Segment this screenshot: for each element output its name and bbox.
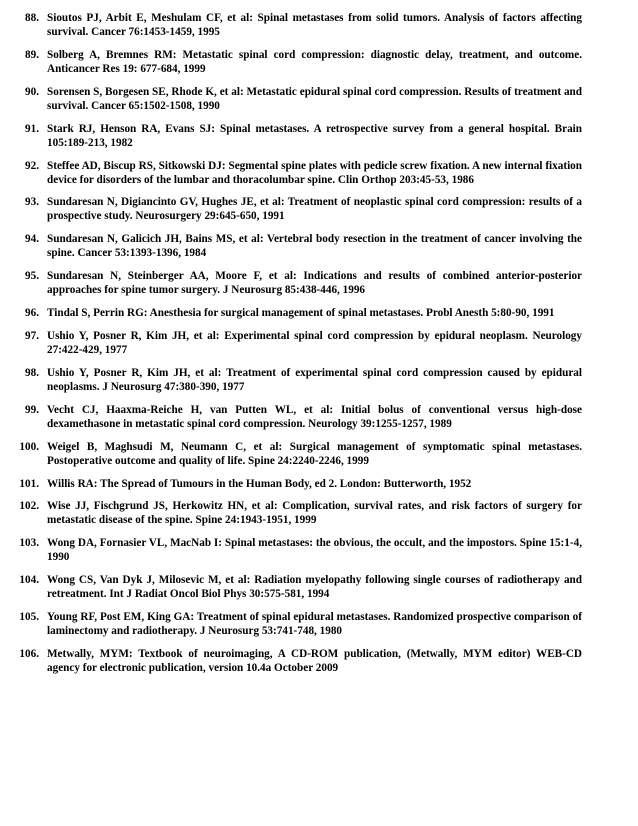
reference-item — [0, 573, 638, 601]
reference-text: Solberg A, Bremnes RM: Metastatic spinal cord compression: diagnostic delay, treatment, and outcome. Anticancer Res 19: 677-684, 1999 — [47, 48, 582, 75]
reference-number: 100. — [19, 440, 39, 453]
reference-number: 92. — [25, 159, 39, 172]
reference-item — [0, 329, 638, 357]
reference-number: 102. — [19, 500, 39, 513]
reference-text: Wong CS, Van Dyk J, Milosevic M, et al: Radiation myelopathy following single courses of radiotherapy and retreatment. Int J Radiat Oncol Biol Phys 30:575-581, 1994 — [47, 574, 582, 601]
reference-item — [0, 159, 638, 187]
reference-number: 106. — [19, 648, 39, 661]
reference-text: Steffee AD, Biscup RS, Sitkowski DJ: Segmental spine plates with pedicle screw fixation. A new internal fixation device for disorders of the lumbar and thoracolumbar spine. Clin Orthop 203:45-53, 1986 — [47, 159, 582, 186]
reference-text: Ushio Y, Posner R, Kim JH, et al: Treatment of experimental spinal cord compression caused by epidural neoplasms. J Neurosurg 47:380-390, 1977 — [47, 366, 582, 393]
reference-text: Sundaresan N, Digiancinto GV, Hughes JE, et al: Treatment of neoplastic spinal cord compression: results of a prospective study. Neurosurgery 29:645-650, 1991 — [47, 196, 582, 223]
reference-item — [0, 232, 638, 260]
reference-item — [0, 499, 638, 527]
reference-text: Wong DA, Fornasier VL, MacNab I: Spinal metastases: the obvious, the occult, and the impostors. Spine 15:1-4, 1990 — [47, 537, 582, 564]
reference-item — [0, 440, 638, 468]
reference-number: 95. — [25, 270, 39, 283]
reference-text: Wise JJ, Fischgrund JS, Herkowitz HN, et al: Complication, survival rates, and risk factors of surgery for metastatic disease of the spine. Spine 24:1943-1951, 1999 — [47, 500, 582, 527]
reference-text: Willis RA: The Spread of Tumours in the Human Body, ed 2. London: Butterworth, 1952 — [47, 477, 472, 490]
reference-item — [0, 269, 638, 297]
reference-item — [0, 85, 638, 113]
reference-list — [0, 11, 638, 684]
reference-text: Ushio Y, Posner R, Kim JH, et al: Experimental spinal cord compression by epidural neoplasm. Neurology 27:422-429, 1977 — [47, 330, 582, 357]
reference-number: 90. — [25, 85, 39, 98]
reference-item — [0, 610, 638, 638]
reference-item — [0, 122, 638, 150]
reference-number: 96. — [25, 307, 39, 320]
reference-item — [0, 477, 638, 491]
reference-number: 97. — [25, 330, 39, 343]
reference-text: Metwally, MYM: Textbook of neuroimaging, A CD-ROM publication, (Metwally, MYM editor) WEB-CD agency for electronic publication, version 10.4a October 2009 — [47, 648, 582, 675]
reference-number: 105. — [19, 611, 39, 624]
reference-text: Sundaresan N, Galicich JH, Bains MS, et al: Vertebral body resection in the treatment of cancer involving the spine. Cancer 53:1393-1396, 1984 — [47, 233, 582, 260]
reference-number: 89. — [25, 48, 39, 61]
reference-item — [0, 403, 638, 431]
reference-number: 103. — [19, 537, 39, 550]
reference-number: 101. — [19, 477, 39, 490]
reference-item — [0, 11, 638, 39]
reference-item — [0, 48, 638, 76]
reference-number: 88. — [25, 12, 39, 24]
reference-text: Young RF, Post EM, King GA: Treatment of spinal epidural metastases. Randomized prospective comparison of laminectomy and radiotherapy. J Neurosurg 53:741-748, 1980 — [47, 611, 582, 638]
reference-text: Stark RJ, Henson RA, Evans SJ: Spinal metastases. A retrospective survey from a general hospital. Brain 105:189-213, 1982 — [47, 122, 582, 149]
reference-text: Weigel B, Maghsudi M, Neumann C, et al: Surgical management of symptomatic spinal metastases. Postoperative outcome and quality of life. Spine 24:2240-2246, 1999 — [47, 440, 582, 467]
reference-number: 91. — [25, 122, 39, 135]
reference-item — [0, 366, 638, 394]
reference-number: 98. — [25, 366, 39, 379]
reference-item — [0, 306, 638, 320]
reference-text: Sorensen S, Borgesen SE, Rhode K, et al: Metastatic epidural spinal cord compression. Results of treatment and survival. Cancer 65:1502-1508, 1990 — [47, 85, 582, 112]
reference-number: 93. — [25, 196, 39, 209]
reference-number: 94. — [25, 233, 39, 246]
reference-number: 99. — [25, 403, 39, 416]
reference-number: 104. — [19, 574, 39, 587]
reference-text: Tindal S, Perrin RG: Anesthesia for surgical management of spinal metastases. Probl Anesth 5:80-90, 1991 — [47, 307, 555, 320]
reference-item — [0, 195, 638, 223]
reference-text: Sioutos PJ, Arbit E, Meshulam CF, et al: Spinal metastases from solid tumors. Analysis of factors affecting survival. Cancer 76:1453-1459, 1995 — [47, 12, 582, 38]
reference-item — [0, 536, 638, 564]
reference-item — [0, 647, 638, 675]
reference-text: Vecht CJ, Haaxma-Reiche H, van Putten WL, et al: Initial bolus of conventional versus high-dose dexamethasone in metastatic spinal cord compression. Neurology 39:1255-1257, 1989 — [47, 403, 582, 430]
reference-text: Sundaresan N, Steinberger AA, Moore F, et al: Indications and results of combined anterior-posterior approaches for spine tumor surgery. J Neurosurg 85:438-446, 1996 — [47, 270, 582, 297]
